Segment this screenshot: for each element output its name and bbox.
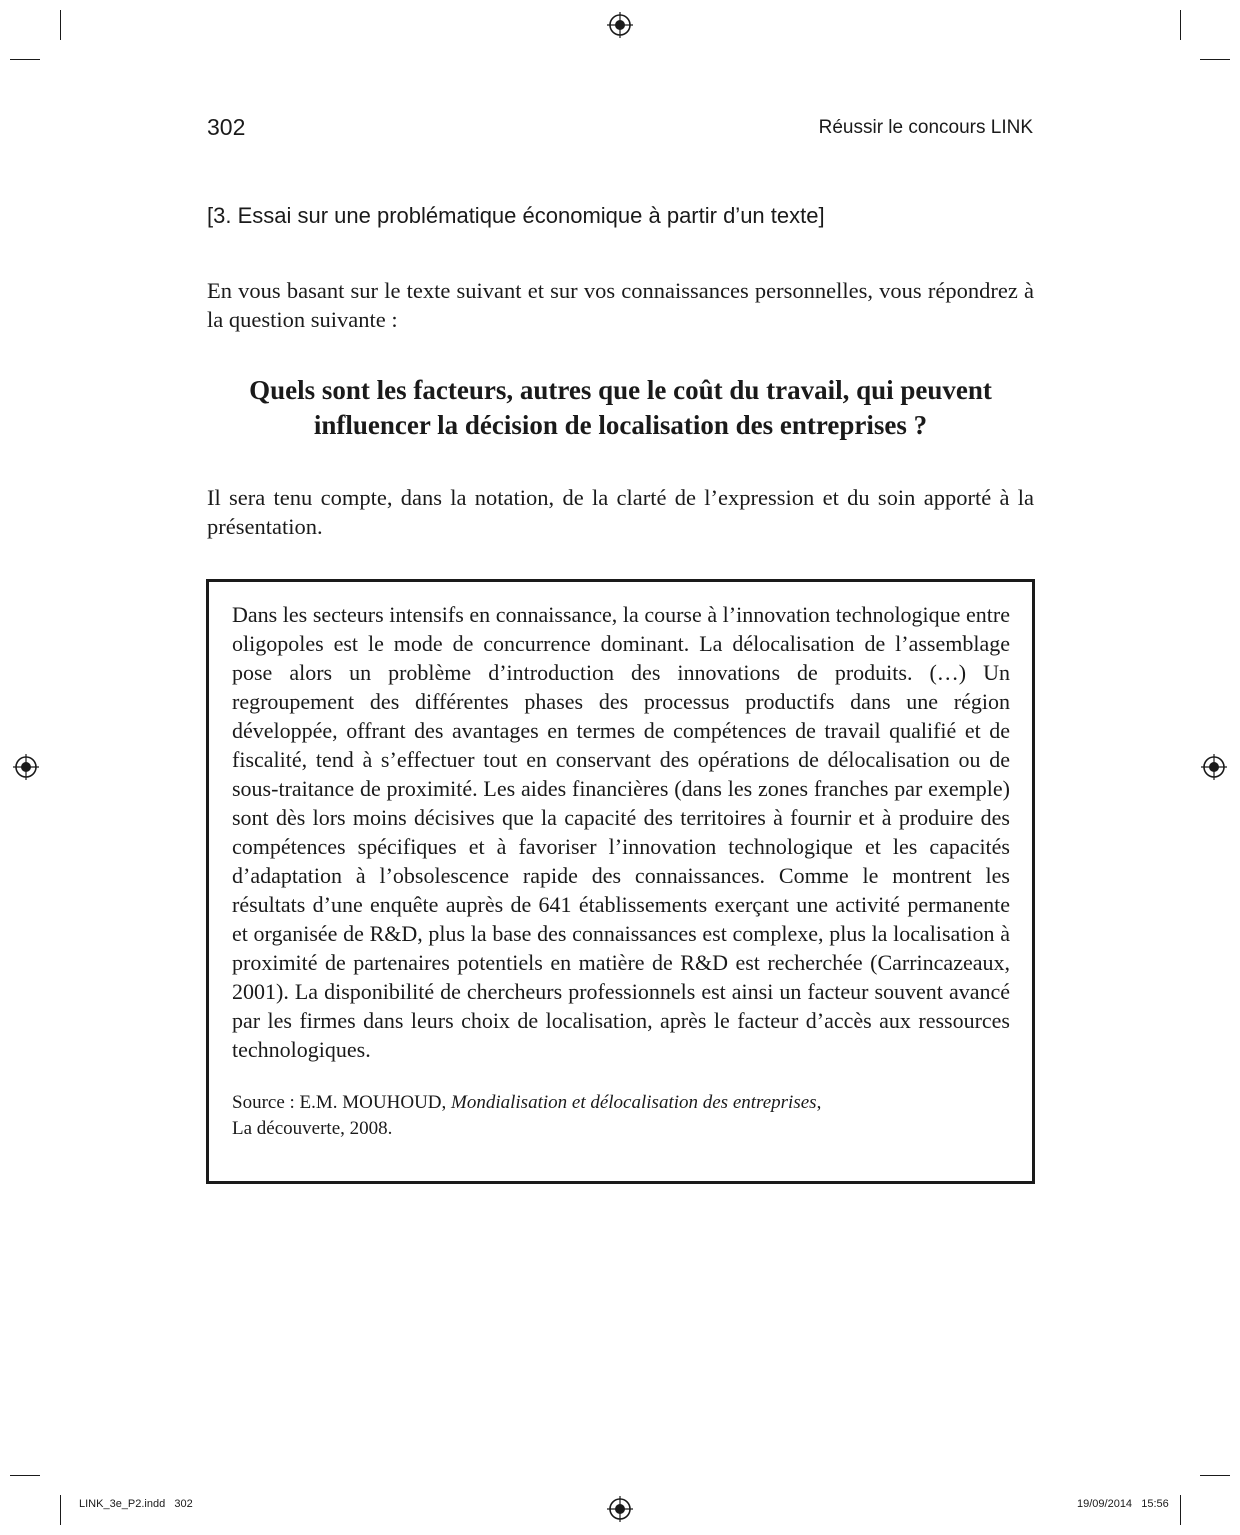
source-suffix: , <box>816 1092 822 1113</box>
registration-mark-bottom-icon <box>607 1496 633 1522</box>
crop-mark-bottom-left-horizontal <box>10 1475 40 1476</box>
file-slug: LINK_3e_P2.indd 302 <box>79 1498 193 1510</box>
registration-mark-left-icon <box>13 754 39 780</box>
source-citation <box>232 1090 1010 1142</box>
source-title: Mondialisation et délocalisation des entreprises <box>451 1092 817 1113</box>
quote-text: Dans les secteurs intensifs en connaissance, la course à l’innovation technologique entre oligopoles est le mode de concurrence dominant. La délocalisation de l’assemblage pose alors un problème d’introduction des innovations de produits. (…) Un regroupement des différentes phases des processus productifs dans une région développée, offrant des avantages en termes de compétences de travail qualifié et de fiscalité, tend à s’effectuer tout en conservant des opérations de délocalisation ou de sous-traitance de proximité. Les aides financières (dans les zones franches par exemple) sont dès lors moins décisives que la capacité des territoires à fournir et à produire des compétences spécifiques et à favoriser l’innovation technologique et les capacités d’adaptation à l’obsolescence rapide des connaissances. Comme le montrent les résultats d’une enquête auprès de 641 établissements exerçant une activité permanente et organisée de R&D, plus la base des connaissances est complexe, plus la localisation à proximité de partenaires potentiels en matière de R&D est recherchée (Carrincazeaux, 2001). La disponibilité de chercheurs professionnels est ainsi un facteur souvent avancé par les firmes dans leurs choix de localisation, après le facteur d’accès aux ressources technologiques. <box>232 602 1010 1062</box>
registration-mark-top-icon <box>607 12 633 38</box>
crop-mark-top-right-horizontal <box>1200 59 1230 60</box>
source-line-1 <box>232 1090 1010 1116</box>
crop-mark-top-left-vertical <box>60 10 61 40</box>
crop-mark-bottom-left-vertical <box>60 1495 61 1525</box>
running-title: Réussir le concours LINK <box>818 117 1033 138</box>
crop-mark-bottom-right-vertical <box>1180 1495 1181 1525</box>
grading-note-paragraph: Il sera tenu compte, dans la notation, de la clarté de l’expression et du soin apporté à la présentation. <box>207 485 1034 539</box>
date-slug: 19/09/2014 15:56 <box>1077 1498 1169 1510</box>
quote-box <box>206 579 1035 1184</box>
instruction-paragraph: En vous basant sur le texte suivant et sur vos connaissances personnelles, vous répondrez à la question suivante : <box>207 278 1034 332</box>
source-prefix: Source : E.M. MOUHOUD, <box>232 1092 452 1113</box>
source-publisher: La découverte, 2008. <box>232 1118 393 1139</box>
section-label: [3. Essai sur une problématique économique à partir d’un texte] <box>207 203 825 228</box>
question-heading <box>207 373 1034 443</box>
registration-mark-right-icon <box>1201 754 1227 780</box>
crop-mark-top-right-vertical <box>1180 10 1181 40</box>
crop-mark-bottom-right-horizontal <box>1200 1475 1230 1476</box>
question-line-2: influencer la décision de localisation des entreprises ? <box>313 410 928 440</box>
page-number: 302 <box>207 114 246 140</box>
question-line-1: Quels sont les facteurs, autres que le coût du travail, qui peuvent <box>249 375 992 405</box>
crop-mark-top-left-horizontal <box>10 59 40 60</box>
